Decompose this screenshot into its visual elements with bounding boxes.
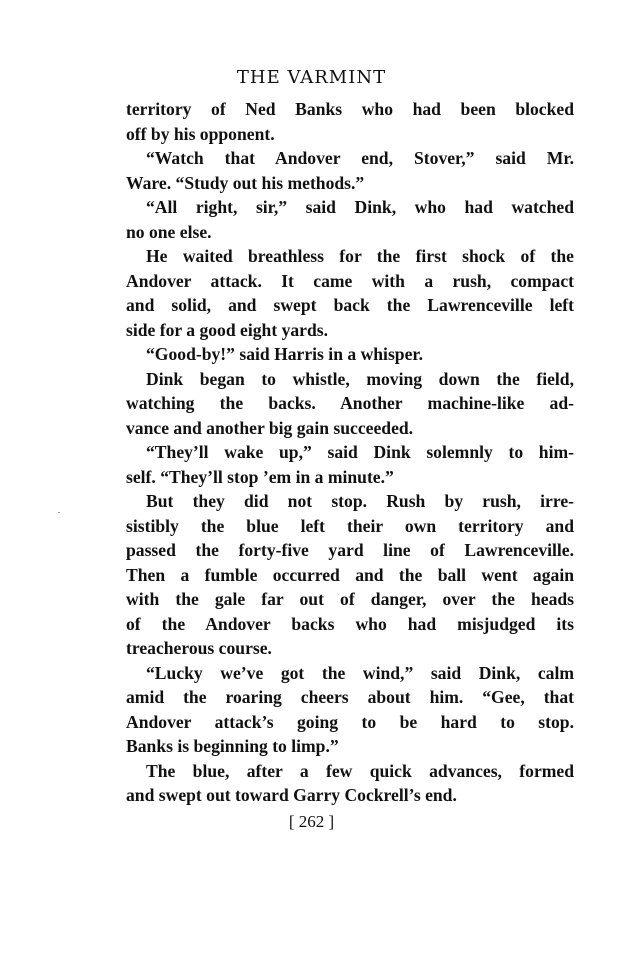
text-line: amid the roaring cheers about him. “Gee, that [126, 687, 574, 707]
text-line: “Lucky we’ve got the wind,” said Dink, calm [146, 662, 574, 683]
text-line: off by his opponent. [126, 123, 275, 144]
running-head: THE VARMINT [236, 67, 387, 88]
page-number: [ 262 ] [288, 812, 335, 831]
text-line: self. “They’ll stop ’em in a minute.” [126, 466, 394, 487]
text-line: watching the backs. Another machine-like ad- [126, 393, 574, 413]
print-speck [58, 512, 60, 513]
text-line: “They’ll wake up,” said Dink solemnly to him- [146, 442, 574, 462]
text-line: with the gale far out of danger, over the heads [126, 589, 574, 609]
text-line: and solid, and swept back the Lawrenceville left [126, 295, 574, 315]
text-line: Then a fumble occurred and the ball went again [126, 564, 574, 585]
text-line: “Good-by!” said Harris in a whisper. [146, 344, 423, 364]
text-line: Ware. “Study out his methods.” [126, 172, 365, 193]
text-line: and swept out toward Garry Cockrell’s end. [126, 785, 457, 805]
text-line: no one else. [126, 221, 212, 242]
text-line: treacherous course. [126, 638, 272, 658]
text-line: Andover attack. It came with a rush, compact [126, 270, 574, 291]
text-line: He waited breathless for the first shock of the [146, 246, 574, 266]
body-text [126, 97, 574, 808]
text-line: sistibly the blue left their own territory and [126, 515, 574, 536]
text-line: The blue, after a few quick advances, formed [146, 760, 574, 781]
text-line: territory of Ned Banks who had been blocked [126, 99, 574, 119]
text-line: “All right, sir,” said Dink, who had watched [146, 197, 574, 217]
text-line: Banks is beginning to limp.” [126, 736, 339, 756]
text-line: of the Andover backs who had misjudged its [126, 613, 574, 634]
text-line: passed the forty-five yard line of Lawrenceville. [126, 540, 574, 560]
text-line: Andover attack’s going to be hard to stop. [126, 711, 574, 732]
text-line: “Watch that Andover end, Stover,” said Mr. [146, 148, 574, 168]
text-line: But they did not stop. Rush by rush, irre- [146, 491, 574, 511]
text-line: vance and another big gain succeeded. [126, 417, 414, 438]
text-line: side for a good eight yards. [126, 319, 329, 340]
text-line: Dink began to whistle, moving down the field, [146, 368, 574, 389]
